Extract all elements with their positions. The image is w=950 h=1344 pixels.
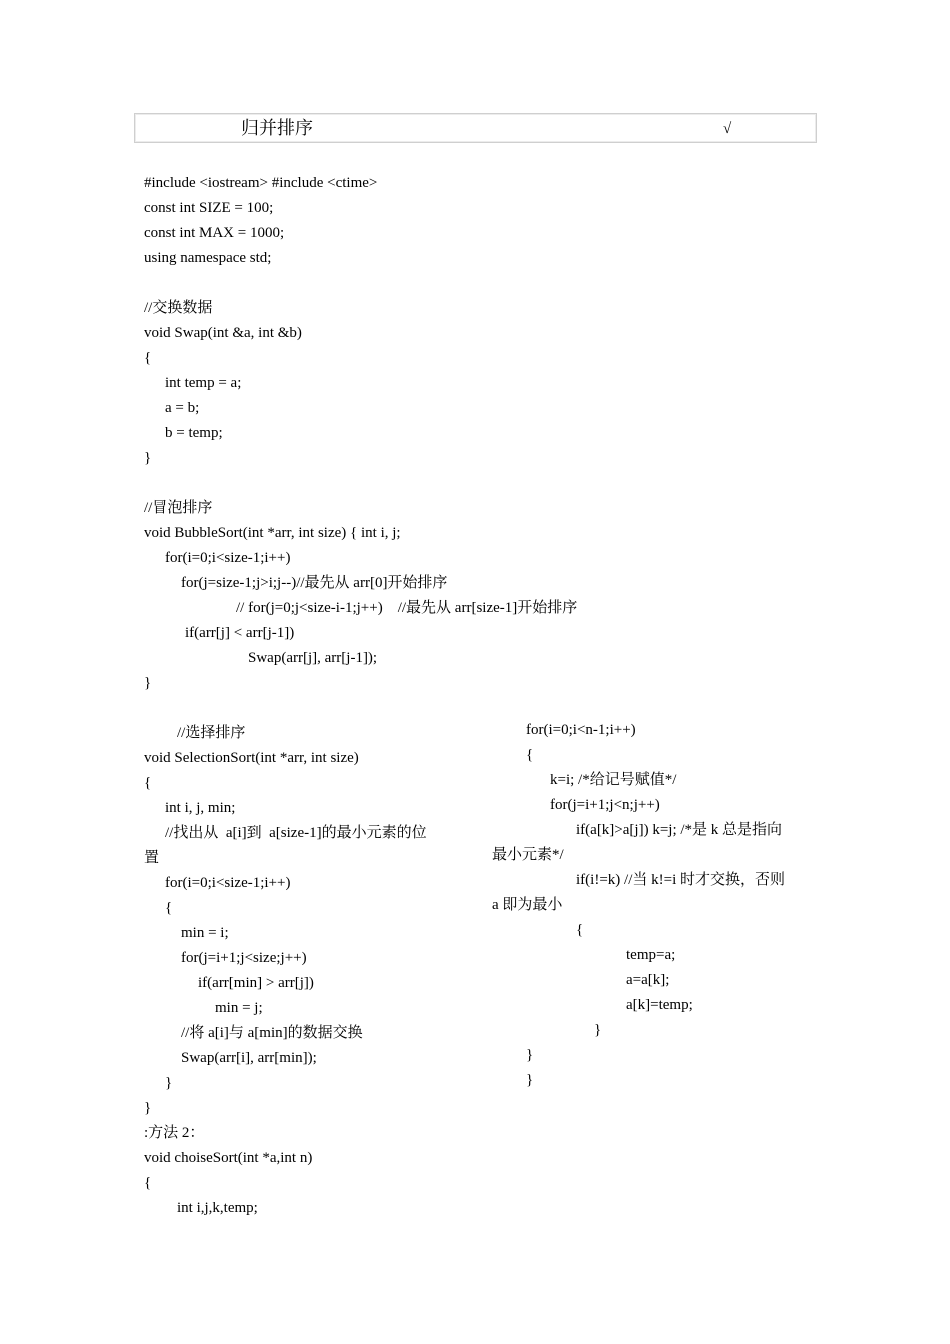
check-mark: √	[723, 121, 732, 137]
code-line: temp=a;	[626, 947, 676, 963]
code-line: {	[576, 922, 584, 938]
code-line: if(a[k]>a[j]) k=j; /*是 k 总是指向	[576, 822, 783, 838]
code-line: }	[526, 1072, 534, 1088]
code-line: b = temp;	[165, 425, 223, 441]
code-line: void BubbleSort(int *arr, int size) { int i, j;	[144, 525, 401, 541]
code-line: for(j=i+1;j<n;j++)	[550, 797, 660, 813]
code-line: for(i=0;i<size-1;i++)	[165, 550, 291, 566]
code-line: a[k]=temp;	[626, 997, 693, 1013]
code-line: //找出从 a[i]到 a[size-1]的最小元素的位	[165, 825, 427, 841]
code-line: if(arr[min] > arr[j])	[198, 975, 314, 991]
section-title: 归并排序	[241, 118, 313, 138]
code-line: Swap(arr[j], arr[j-1]);	[248, 650, 378, 666]
code-line: {	[526, 747, 534, 763]
code-line: int i, j, min;	[165, 800, 236, 816]
code-line: int temp = a;	[165, 375, 242, 391]
code-line: a=a[k];	[626, 972, 670, 988]
code-line: int i,j,k,temp;	[177, 1200, 258, 1216]
code-line: }	[144, 450, 152, 466]
code-line: }	[526, 1047, 534, 1063]
code-line: if(arr[j] < arr[j-1])	[185, 625, 295, 641]
code-line: for(j=i+1;j<size;j++)	[181, 950, 307, 966]
code-line: {	[144, 775, 152, 791]
code-line: void choiseSort(int *a,int n)	[144, 1150, 313, 1166]
code-line: void SelectionSort(int *arr, int size)	[144, 750, 359, 766]
code-line: }	[144, 675, 152, 691]
code-line: a = b;	[165, 400, 200, 416]
code-line: :方法 2：	[144, 1125, 205, 1141]
code-line: for(j=size-1;j>i;j--)//最先从 arr[0]开始排序	[181, 575, 448, 591]
code-line: {	[144, 1175, 152, 1191]
code-line: for(i=0;i<n-1;i++)	[526, 722, 636, 738]
header-table-cell	[134, 113, 817, 143]
code-line: if(i!=k) //当 k!=i 时才交换，否则	[576, 872, 785, 888]
code-line	[144, 696, 484, 721]
code-line	[144, 471, 484, 496]
code-line: {	[165, 900, 173, 916]
code-line: k=i; /*给记号赋值*/	[550, 772, 677, 788]
code-line: {	[144, 350, 152, 366]
code-line: for(i=0;i<size-1;i++)	[165, 875, 291, 891]
code-column-right	[492, 718, 812, 1093]
code-line: //选择排序	[177, 725, 246, 741]
code-line: #include <iostream> #include <ctime>	[144, 175, 378, 191]
code-line: min = i;	[181, 925, 229, 941]
code-line: using namespace std;	[144, 250, 272, 266]
code-line: //将 a[i]与 a[min]的数据交换	[181, 1025, 363, 1041]
code-line: min = j;	[215, 1000, 263, 1016]
code-line: void Swap(int &a, int &b)	[144, 325, 302, 341]
code-line: a 即为最小	[492, 897, 563, 913]
code-line: const int MAX = 1000;	[144, 225, 285, 241]
code-line: 置	[144, 850, 160, 866]
code-line	[144, 271, 484, 296]
code-line: Swap(arr[i], arr[min]);	[181, 1050, 317, 1066]
code-line: //冒泡排序	[144, 500, 213, 516]
code-line: }	[165, 1075, 173, 1091]
code-line: //交换数据	[144, 300, 213, 316]
code-line: // for(j=0;j<size-i-1;j++) //最先从 arr[size-1]开始排序	[236, 600, 578, 616]
code-line: }	[144, 1100, 152, 1116]
code-line: }	[594, 1022, 602, 1038]
code-line: 最小元素*/	[492, 847, 564, 863]
code-line: const int SIZE = 100;	[144, 200, 274, 216]
